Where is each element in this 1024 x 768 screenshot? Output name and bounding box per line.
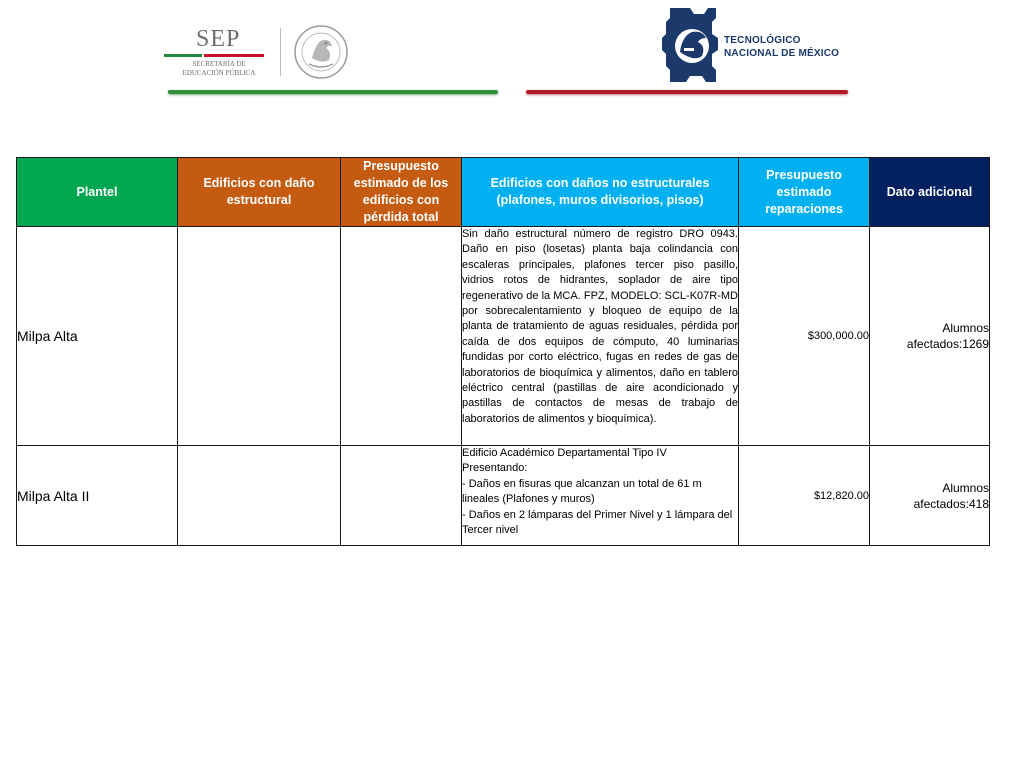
cell-repair-budget: $300,000.00 — [739, 227, 870, 446]
sep-green-stripe — [164, 54, 202, 57]
sep-subtitle — [174, 60, 264, 78]
cell-non-structural-damage: Sin daño estructural número de registro DRO 0943. Daño en piso (losetas) planta baja colindancia con escaleras principales, plafones tercer piso pasillo, vidrios rotos de hidrantes, soplador de aire tipo regenerativo de la MCA. FPZ, MODELO: SCL-K07R-MD por sobrecalentamiento y bloqueo de equipo de la planta de tratamiento de aguas residuales, pérdida por caída de dos equipos de cómputo, 40 luminarias fundidas por corto eléctrico, fugas en redes de gas de laboratorios de bioquímica y alimentos, daño en tablero eléctrico central (pastillas de aire acondicionado y pastillas de contactos de mesas de trabajo de laboratorios de alimentos y bioquímica). — [462, 227, 739, 446]
cell-structural-damage — [178, 446, 341, 546]
tecnm-logo — [660, 4, 860, 90]
damage-line: Presentando: — [462, 462, 528, 475]
damage-line: Edificio Académico Departamental Tipo IV — [462, 447, 667, 459]
column-header-total-loss-budget: Presupuesto estimado de los edificios con pérdida total — [341, 158, 462, 227]
sep-logo — [160, 24, 360, 84]
cell-total-loss-budget — [341, 446, 462, 546]
column-header-non-structural-damage: Edificios con daños no estructurales (plafones, muros divisorios, pisos) — [462, 158, 739, 227]
cell-non-structural-damage — [462, 446, 739, 546]
sep-divider — [280, 28, 281, 76]
cell-additional-data-line2: afectados:1269 — [906, 337, 989, 351]
cell-additional-data — [870, 446, 990, 546]
table-row — [17, 446, 990, 546]
damage-line: - Daños en 2 lámparas del Primer Nivel y 1 lámpara del Tercer nivel — [462, 508, 733, 537]
header-red-line — [526, 90, 848, 94]
cell-additional-data-line1: Alumnos — [942, 321, 989, 335]
table-header-row — [17, 158, 990, 227]
header-green-line — [168, 90, 498, 94]
cell-plantel: Milpa Alta II — [17, 446, 178, 546]
tecnm-name-line1: TECNOLÓGICO — [724, 35, 801, 46]
cell-additional-data-line2: afectados:418 — [913, 496, 989, 511]
damage-line: - Daños en fisuras que alcanzan un total de 61 m lineales (Plafones y muros) — [462, 477, 702, 506]
column-header-additional-data: Dato adicional — [870, 158, 990, 227]
cell-structural-damage — [178, 227, 341, 446]
sep-subtitle-line1: SECRETARÍA DE — [192, 60, 246, 68]
sep-red-stripe — [204, 54, 264, 57]
sep-subtitle-line2: EDUCACIÓN PÚBLICA — [182, 69, 256, 77]
column-header-structural-damage: Edificios con daño estructural — [178, 158, 341, 227]
column-header-repair-budget: Presupuesto estimado reparaciones — [739, 158, 870, 227]
sep-wordmark: SEP — [196, 26, 241, 52]
table-row — [17, 227, 990, 446]
tecnm-gear-icon — [660, 4, 722, 86]
tecnm-name-line2: NACIONAL DE MÉXICO — [724, 48, 840, 59]
cell-plantel: Milpa Alta — [17, 227, 178, 446]
cell-additional-data-line1: Alumnos — [942, 480, 989, 495]
damage-table — [16, 157, 990, 546]
column-header-plantel: Plantel — [17, 158, 178, 227]
cell-repair-budget: $12,820.00 — [739, 446, 870, 546]
mexico-seal-icon — [292, 24, 350, 80]
tecnm-name — [724, 34, 839, 60]
cell-additional-data — [870, 227, 990, 446]
cell-total-loss-budget — [341, 227, 462, 446]
